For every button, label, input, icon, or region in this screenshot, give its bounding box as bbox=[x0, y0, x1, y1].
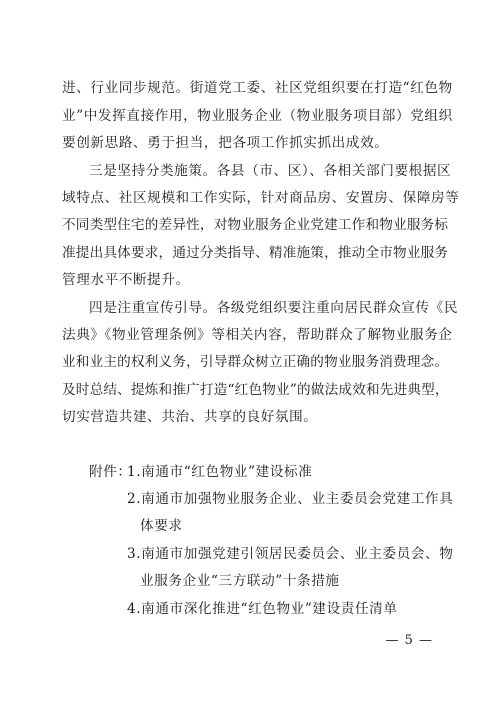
attachment-item-1: 1.南通市“红色物业”建设标准 bbox=[127, 464, 313, 480]
body-line-12: 及时总结、提炼和推广打造“红色物业”的做法成效和先进典型， bbox=[62, 382, 449, 398]
body-line-11: 业和业主的权利义务，引导群众树立正确的物业服务消费理念。 bbox=[62, 354, 449, 370]
attachment-item-2: 2.南通市加强物业服务企业、业主委员会党建工作具 bbox=[127, 491, 454, 507]
paragraph-four-start: 四是注重宣传引导。各级党组织要注重向居民群众宣传《民 bbox=[89, 300, 459, 316]
body-line-1: 进、行业同步规范。街道党工委、社区党组织要在打造“红色物 bbox=[62, 80, 453, 96]
attachment-item-3: 3.南通市加强党建引领居民委员会、业主委员会、物 bbox=[127, 546, 454, 562]
body-line-8: 管理水平不断提升。 bbox=[62, 272, 190, 288]
body-line-2: 业”中发挥直接作用，物业服务企业（物业服务项目部）党组织 bbox=[62, 108, 453, 124]
body-line-6: 不同类型住宅的差异性，对物业服务企业党建工作和物业服务标 bbox=[62, 217, 449, 233]
page-number: — 5 — bbox=[385, 633, 433, 648]
attachment-item-4: 4.南通市深化推进“红色物业”建设责任清单 bbox=[127, 601, 398, 617]
attachment-item-2-continued: 体要求 bbox=[140, 518, 183, 534]
body-line-5: 域特点、社区规模和工作实际，针对商品房、安置房、保障房等 bbox=[62, 190, 460, 206]
body-line-3: 要创新思路、勇于担当，把各项工作抓实抓出成效。 bbox=[62, 135, 389, 151]
attachment-item-3-continued: 业服务企业“三方联动”十条措施 bbox=[140, 573, 340, 589]
body-line-10: 法典》《物业管理条例》等相关内容，帮助群众了解物业服务企 bbox=[62, 327, 453, 343]
attachments-label: 附件： bbox=[89, 464, 132, 480]
paragraph-three-start: 三是坚持分类施策。各县（市、区）、各相关部门要根据区 bbox=[89, 163, 452, 179]
body-line-13: 切实营造共建、共治、共享的良好氛围。 bbox=[62, 409, 318, 425]
body-line-7: 准提出具体要求，通过分类指导、精准施策，推动全市物业服务 bbox=[62, 245, 449, 261]
